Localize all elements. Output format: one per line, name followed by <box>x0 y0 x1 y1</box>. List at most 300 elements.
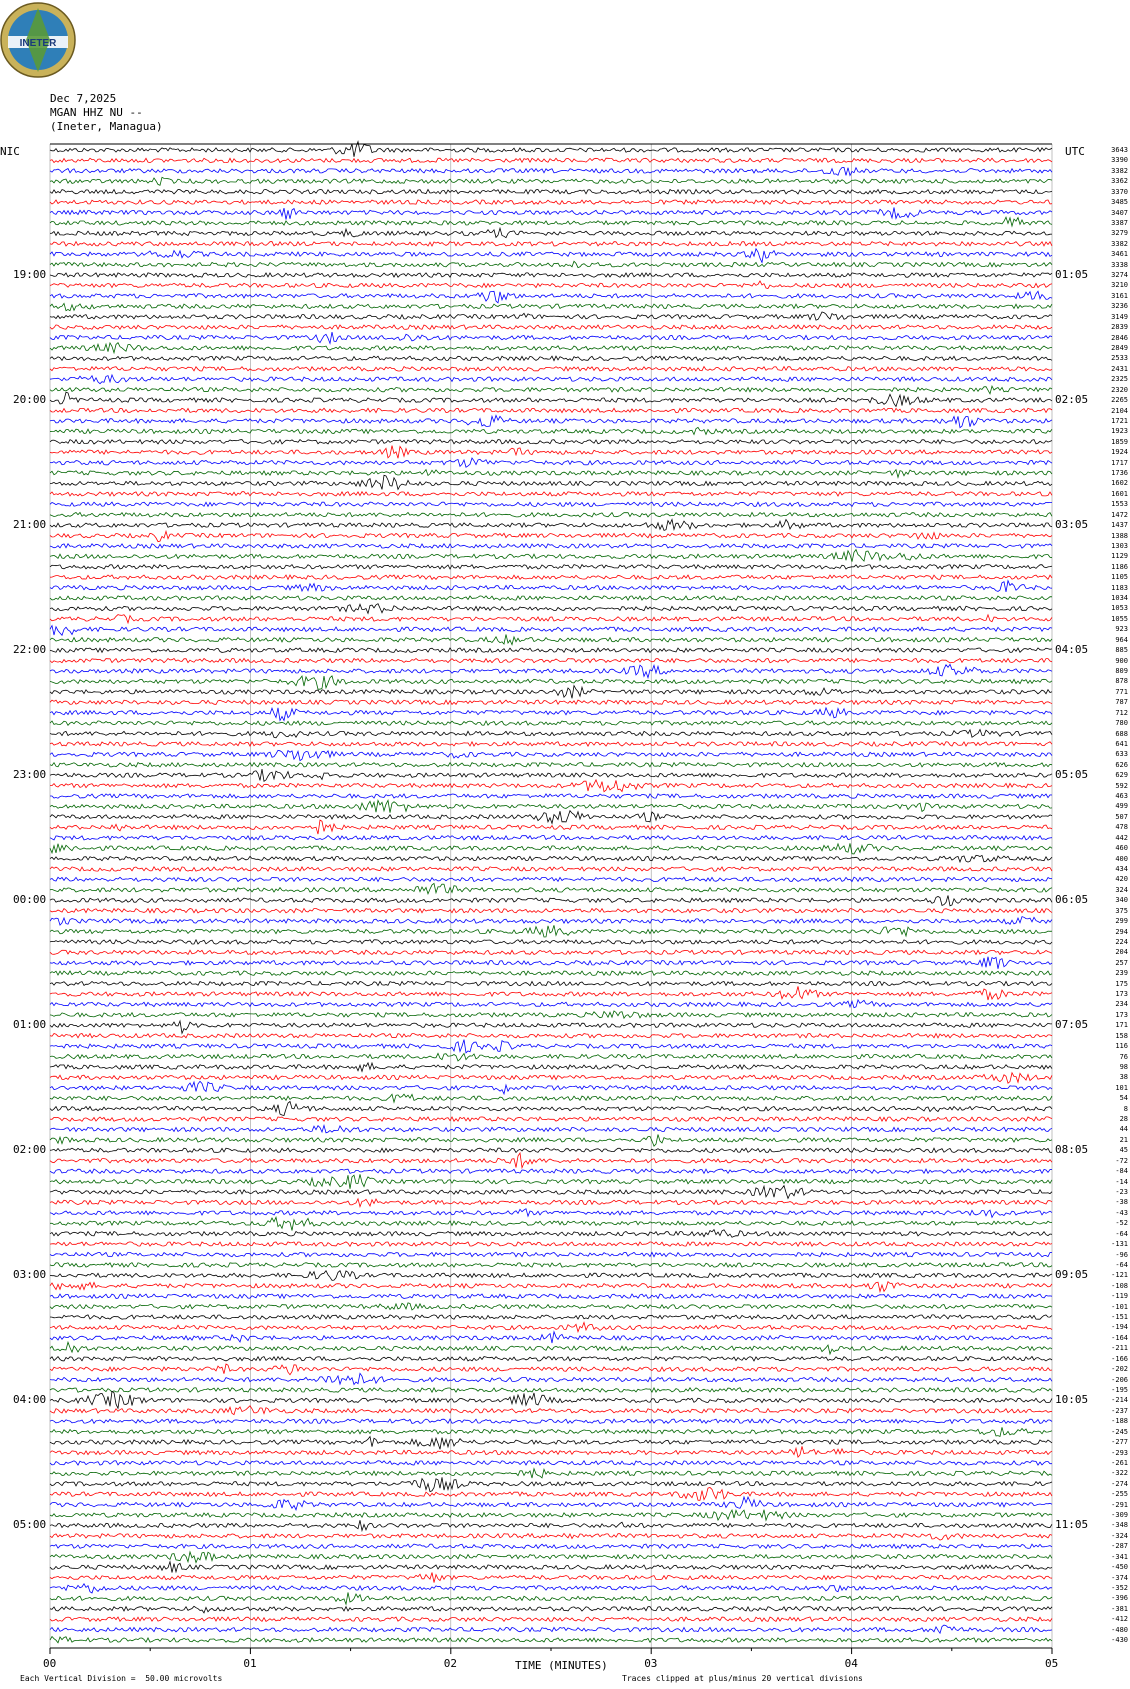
trace-offset-label: 2846 <box>1111 333 1128 342</box>
seismic-trace <box>50 492 1052 496</box>
trace-offset-label: 3382 <box>1111 239 1128 248</box>
trace-offset-label: 885 <box>1115 646 1128 655</box>
seismic-trace <box>50 1303 1052 1310</box>
trace-offset-label: -151 <box>1111 1313 1128 1322</box>
seismic-trace <box>50 1217 1052 1230</box>
trace-offset-label: -309 <box>1111 1511 1128 1520</box>
trace-offset-label: 294 <box>1115 927 1128 936</box>
left-hour-label: 22:00 <box>13 643 47 657</box>
trace-offset-label: 1034 <box>1111 594 1128 603</box>
trace-offset-label: -322 <box>1111 1469 1128 1478</box>
seismic-trace <box>50 1081 1052 1094</box>
trace-offset-label: 1053 <box>1111 604 1128 613</box>
seismic-trace <box>50 1242 1052 1246</box>
trace-offset-label: 3210 <box>1111 281 1128 290</box>
seismic-trace <box>50 1584 1052 1593</box>
seismic-trace <box>50 742 1052 746</box>
trace-offset-label: 809 <box>1115 667 1128 675</box>
seismic-trace <box>50 1510 1052 1521</box>
seismic-trace <box>50 1573 1052 1583</box>
seismic-trace <box>50 475 1052 489</box>
header-network: (Ineter, Managua) <box>50 120 163 133</box>
header-date: Dec 7,2025 <box>50 92 117 105</box>
seismic-trace <box>50 217 1052 226</box>
trace-offset-label: 3390 <box>1111 156 1128 165</box>
trace-offset-label: 2849 <box>1111 343 1128 352</box>
seismic-trace <box>50 1125 1052 1132</box>
seismic-trace <box>50 1437 1052 1450</box>
trace-offset-label: 224 <box>1115 937 1128 946</box>
trace-offset-label: 2265 <box>1111 396 1128 405</box>
trace-offset-label: 1303 <box>1111 541 1128 550</box>
seismic-trace <box>50 1637 1052 1643</box>
trace-offset-label: 98 <box>1119 1062 1128 1071</box>
trace-offset-label: 234 <box>1115 1000 1128 1009</box>
x-tick-label: 01 <box>243 1657 257 1671</box>
left-hour-label: 19:00 <box>13 268 47 282</box>
trace-offset-label: 1129 <box>1111 552 1128 561</box>
seismic-trace <box>50 1617 1052 1621</box>
seismic-trace <box>50 1263 1052 1267</box>
trace-offset-label: -43 <box>1115 1208 1128 1217</box>
trace-offset-label: 3274 <box>1111 271 1128 280</box>
seismic-trace <box>50 200 1052 204</box>
right-hour-label: 05:05 <box>1055 768 1089 782</box>
trace-offset-label: -352 <box>1111 1583 1128 1592</box>
seismic-trace <box>50 1562 1052 1573</box>
trace-offset-label: 1388 <box>1111 531 1128 540</box>
seismic-trace <box>50 575 1052 579</box>
trace-offset-label: 375 <box>1115 906 1128 915</box>
trace-offset-label: -348 <box>1111 1521 1128 1530</box>
seismic-trace <box>50 281 1052 289</box>
seismic-trace <box>50 604 1052 614</box>
trace-offset-label: -188 <box>1111 1417 1128 1426</box>
seismic-trace <box>50 1606 1052 1613</box>
seismic-trace <box>50 1357 1052 1361</box>
trace-offset-label: 3279 <box>1111 229 1128 238</box>
vertical-division-note: Each Vertical Division = 50.00 microvolts <box>20 1674 223 1683</box>
seismic-trace <box>50 367 1052 371</box>
trace-offset-label: -274 <box>1111 1479 1128 1488</box>
seismic-trace <box>50 971 1052 975</box>
trace-offset-label: 1924 <box>1111 448 1128 457</box>
trace-offset-label: 2533 <box>1111 354 1128 363</box>
x-tick-label: 03 <box>644 1657 658 1671</box>
trace-offset-label: -287 <box>1111 1542 1128 1551</box>
trace-offset-label: 2431 <box>1111 364 1128 373</box>
seismic-trace <box>50 1230 1052 1238</box>
trace-offset-label: 28 <box>1119 1115 1128 1124</box>
trace-offset-label: 3338 <box>1111 260 1128 269</box>
x-tick-label: 04 <box>844 1657 858 1671</box>
right-hour-label: 10:05 <box>1055 1393 1089 1407</box>
trace-offset-label: 3149 <box>1111 312 1128 321</box>
trace-offset-label: -166 <box>1111 1354 1128 1363</box>
right-hour-label: 07:05 <box>1055 1018 1089 1032</box>
seismic-trace <box>50 458 1052 467</box>
trace-offset-label: 878 <box>1115 677 1128 686</box>
seismic-trace <box>50 1148 1052 1152</box>
seismic-trace <box>50 896 1052 906</box>
trace-offset-label: 507 <box>1115 812 1128 821</box>
trace-offset-label: -195 <box>1111 1385 1128 1394</box>
trace-offset-label: 239 <box>1115 969 1128 978</box>
left-hour-label: 02:00 <box>13 1143 47 1157</box>
left-hour-label: 21:00 <box>13 518 47 532</box>
trace-offset-label: 1437 <box>1111 521 1128 530</box>
left-hour-label: 03:00 <box>13 1268 47 1282</box>
seismic-trace <box>50 325 1052 329</box>
seismic-trace <box>50 312 1052 320</box>
trace-offset-label: -245 <box>1111 1427 1128 1436</box>
left-hour-label: 04:00 <box>13 1393 47 1407</box>
trace-offset-label: -194 <box>1111 1323 1128 1332</box>
trace-offset-label: -293 <box>1111 1448 1128 1457</box>
trace-offset-label: 1721 <box>1111 416 1128 425</box>
x-tick-label: 02 <box>443 1657 458 1671</box>
trace-offset-label: -52 <box>1115 1219 1128 1228</box>
seismic-trace <box>50 883 1052 893</box>
trace-offset-label: -291 <box>1111 1500 1128 1509</box>
seismic-trace <box>50 1153 1052 1168</box>
trace-offset-label: 1601 <box>1111 489 1128 498</box>
seismic-trace <box>50 273 1052 277</box>
seismic-trace <box>50 408 1052 412</box>
seismic-trace <box>50 520 1052 531</box>
seismic-trace <box>50 820 1052 834</box>
left-hour-label: 01:00 <box>13 1018 47 1032</box>
seismic-trace <box>50 581 1052 592</box>
right-hour-label: 02:05 <box>1055 393 1089 407</box>
trace-offset-label: 1602 <box>1111 479 1128 488</box>
seismic-trace <box>50 1252 1052 1256</box>
trace-offset-label: 3485 <box>1111 198 1128 207</box>
seismic-trace <box>50 925 1052 937</box>
seismic-trace <box>50 1625 1052 1633</box>
trace-offset-label: 460 <box>1115 844 1128 853</box>
trace-offset-label: 3236 <box>1111 302 1128 311</box>
trace-offset-label: 964 <box>1115 635 1128 644</box>
seismic-trace <box>50 1199 1052 1207</box>
trace-offset-label: 712 <box>1115 708 1128 717</box>
trace-offset-label: 420 <box>1115 875 1128 884</box>
seismic-trace <box>50 1053 1052 1061</box>
seismic-trace <box>50 635 1052 645</box>
seismic-trace <box>50 1593 1052 1605</box>
trace-offset-label: 299 <box>1115 917 1128 926</box>
trace-offset-label: 54 <box>1119 1094 1128 1103</box>
seismic-trace <box>50 676 1052 689</box>
trace-offset-label: 44 <box>1119 1125 1128 1134</box>
left-hour-label: 20:00 <box>13 393 47 407</box>
seismic-trace <box>50 356 1052 360</box>
trace-offset-label: -206 <box>1111 1375 1128 1384</box>
trace-offset-label: -164 <box>1111 1333 1128 1342</box>
trace-offset-label: -214 <box>1111 1396 1128 1405</box>
seismic-trace <box>50 1294 1052 1298</box>
seismic-trace <box>50 1322 1052 1331</box>
seismic-trace <box>50 1315 1052 1319</box>
trace-offset-label: 434 <box>1115 864 1128 873</box>
trace-offset-label: 1472 <box>1111 510 1128 519</box>
trace-offset-label: 1923 <box>1111 427 1128 436</box>
seismic-trace <box>50 303 1052 310</box>
seismic-trace <box>50 440 1052 444</box>
trace-offset-label: 324 <box>1115 885 1128 894</box>
trace-offset-label: 499 <box>1115 802 1128 811</box>
right-hour-label: 01:05 <box>1055 268 1089 282</box>
seismic-trace <box>50 940 1052 944</box>
seismic-trace <box>50 836 1052 840</box>
trace-offset-label: 21 <box>1119 1135 1128 1144</box>
trace-offset-label: -412 <box>1111 1615 1128 1624</box>
trace-offset-label: 175 <box>1115 979 1128 988</box>
seismic-trace <box>50 1533 1052 1540</box>
header-station: MGAN HHZ NU -- <box>50 106 143 119</box>
trace-offset-label: 1105 <box>1111 573 1128 582</box>
seismic-trace <box>50 1021 1052 1033</box>
seismic-trace <box>50 470 1052 478</box>
seismic-trace <box>50 332 1052 343</box>
seismic-trace <box>50 867 1052 871</box>
seismic-trace <box>50 1364 1052 1375</box>
right-timezone: UTC <box>1065 145 1085 158</box>
seismic-trace <box>50 1446 1052 1457</box>
trace-offset-label: -277 <box>1111 1438 1128 1447</box>
seismic-trace <box>50 1094 1052 1102</box>
seismic-trace <box>50 190 1052 194</box>
seismic-trace <box>50 1000 1052 1008</box>
seismic-trace <box>50 1342 1052 1354</box>
seismic-trace <box>50 843 1052 854</box>
seismic-trace <box>50 664 1052 677</box>
trace-offset-label: -131 <box>1111 1240 1128 1249</box>
trace-offset-label: 3362 <box>1111 177 1128 186</box>
right-hour-label: 11:05 <box>1055 1518 1089 1532</box>
trace-offset-label: 1183 <box>1111 583 1128 592</box>
seismic-trace <box>50 167 1052 175</box>
seismic-trace <box>50 811 1052 824</box>
seismic-trace <box>50 763 1052 767</box>
trace-offset-label: -211 <box>1111 1344 1128 1353</box>
seismic-trace <box>50 1101 1052 1115</box>
left-hour-label: 00:00 <box>13 893 47 907</box>
seismic-trace <box>50 686 1052 699</box>
trace-offset-label: -121 <box>1111 1271 1128 1280</box>
trace-offset-label: -108 <box>1111 1281 1128 1290</box>
seismic-trace <box>50 249 1052 263</box>
seismic-trace <box>50 1063 1052 1072</box>
seismic-trace <box>50 261 1052 267</box>
seismic-trace <box>50 1391 1052 1408</box>
seismic-trace <box>50 1209 1052 1218</box>
trace-offset-label: 633 <box>1115 750 1128 759</box>
trace-offset-label: 2839 <box>1111 323 1128 332</box>
right-hour-label: 09:05 <box>1055 1268 1089 1282</box>
seismic-trace <box>50 1011 1052 1018</box>
left-timezone: NIC <box>0 145 20 158</box>
seismic-trace <box>50 708 1052 721</box>
seismic-trace <box>50 392 1052 406</box>
seismic-trace <box>50 1497 1052 1510</box>
seismic-trace <box>50 1544 1052 1548</box>
seismic-trace <box>50 513 1052 517</box>
trace-offset-label: -324 <box>1111 1531 1128 1540</box>
left-hour-label: 23:00 <box>13 768 47 782</box>
trace-offset-label: 173 <box>1115 990 1128 999</box>
trace-offset-label: 38 <box>1119 1073 1128 1082</box>
trace-offset-label: -261 <box>1111 1458 1128 1467</box>
seismic-trace <box>50 1406 1052 1415</box>
trace-offset-label: -64 <box>1115 1260 1128 1269</box>
right-hour-label: 04:05 <box>1055 643 1089 657</box>
trace-offset-label: -374 <box>1111 1573 1128 1582</box>
seismic-trace <box>50 917 1052 926</box>
seismic-trace <box>50 780 1052 792</box>
seismic-trace <box>50 550 1052 562</box>
seismic-trace <box>50 544 1052 548</box>
seismic-trace <box>50 1477 1052 1491</box>
seismic-trace <box>50 1040 1052 1053</box>
right-hour-label: 06:05 <box>1055 893 1089 907</box>
trace-offset-label: 76 <box>1119 1052 1128 1061</box>
trace-offset-label: 771 <box>1115 687 1128 696</box>
seismic-trace <box>50 375 1052 384</box>
trace-offset-label: -14 <box>1115 1177 1128 1186</box>
seismic-trace <box>50 957 1052 969</box>
seismic-trace <box>50 615 1052 623</box>
seismic-traces <box>50 142 1052 1643</box>
seismic-trace <box>50 1117 1052 1121</box>
trace-offset-label: 204 <box>1115 948 1128 957</box>
seismic-trace <box>50 1174 1052 1189</box>
trace-offset-label: -72 <box>1115 1156 1128 1165</box>
seismic-trace <box>50 855 1052 862</box>
trace-offset-label: -202 <box>1111 1365 1128 1374</box>
seismic-trace <box>50 386 1052 394</box>
trace-offset-label: -396 <box>1111 1594 1128 1603</box>
seismic-trace <box>50 1135 1052 1147</box>
trace-offset-label: 2320 <box>1111 385 1128 394</box>
trace-offset-label: -119 <box>1111 1292 1128 1301</box>
trace-offset-label: -84 <box>1115 1167 1128 1176</box>
trace-offset-label: 2325 <box>1111 375 1128 384</box>
right-hour-label: 03:05 <box>1055 518 1089 532</box>
seismic-trace <box>50 502 1052 506</box>
trace-offset-label: 463 <box>1115 792 1128 801</box>
seismic-trace <box>50 1271 1052 1281</box>
seismic-trace <box>50 721 1052 725</box>
seismic-trace <box>50 177 1052 185</box>
trace-offset-label: 1717 <box>1111 458 1128 467</box>
seismic-trace <box>50 986 1052 1000</box>
trace-offset-label: 478 <box>1115 823 1128 832</box>
trace-offset-label: 3407 <box>1111 208 1128 217</box>
clip-note: Traces clipped at plus/minus 20 vertical divisions <box>622 1674 863 1683</box>
seismic-trace <box>50 228 1052 238</box>
trace-offset-label: -255 <box>1111 1490 1128 1499</box>
seismic-trace <box>50 208 1052 220</box>
trace-offset-label: -101 <box>1111 1302 1128 1311</box>
trace-offset-label: 1859 <box>1111 437 1128 446</box>
seismic-trace <box>50 596 1052 600</box>
seismic-trace <box>50 1282 1052 1292</box>
trace-offset-label: -450 <box>1111 1563 1128 1572</box>
seismic-trace <box>50 730 1052 738</box>
trace-offset-label: 173 <box>1115 1010 1128 1019</box>
seismic-trace <box>50 1488 1052 1501</box>
seismic-trace <box>50 1169 1052 1173</box>
trace-offset-label: 8 <box>1123 1104 1128 1113</box>
seismic-trace <box>50 1469 1052 1478</box>
trace-offset-label: 400 <box>1115 854 1128 863</box>
seismic-trace <box>50 658 1052 662</box>
seismic-trace <box>50 1419 1052 1423</box>
trace-offset-label: -430 <box>1111 1636 1128 1645</box>
seismic-trace <box>50 446 1052 459</box>
trace-offset-label: 158 <box>1115 1031 1128 1040</box>
seismic-trace <box>50 1461 1052 1465</box>
seismic-trace <box>50 1388 1052 1392</box>
trace-offset-label: 629 <box>1115 771 1128 780</box>
seismic-trace <box>50 427 1052 434</box>
trace-offset-label: 923 <box>1115 625 1128 634</box>
seismic-trace <box>50 794 1052 798</box>
trace-offset-label: 592 <box>1115 781 1128 790</box>
x-tick-label: 05 <box>1045 1657 1059 1671</box>
trace-offset-label: 3370 <box>1111 187 1128 196</box>
seismic-trace <box>50 769 1052 781</box>
trace-offset-label: -23 <box>1115 1188 1128 1196</box>
x-axis-title: TIME (MINUTES) <box>515 1659 608 1672</box>
seismic-trace <box>50 750 1052 760</box>
trace-offset-label: 3382 <box>1111 166 1128 175</box>
seismic-trace <box>50 343 1052 353</box>
seismic-trace <box>50 981 1052 985</box>
trace-offset-label: 1186 <box>1111 562 1128 571</box>
trace-offset-label: 3461 <box>1111 250 1128 259</box>
seismic-trace <box>50 1520 1052 1530</box>
trace-offset-label: 1553 <box>1111 500 1128 509</box>
trace-offset-label: -381 <box>1111 1604 1128 1613</box>
trace-offset-label: 780 <box>1115 719 1128 728</box>
trace-offset-label: -341 <box>1111 1552 1128 1561</box>
trace-offset-label: 45 <box>1119 1146 1128 1155</box>
x-tick-label: 00 <box>43 1657 57 1671</box>
trace-offset-label: 340 <box>1115 896 1128 905</box>
seismic-trace <box>50 1034 1052 1038</box>
trace-offset-label: 171 <box>1115 1021 1128 1030</box>
seismic-trace <box>50 648 1052 652</box>
seismic-trace <box>50 700 1052 704</box>
trace-offset-label: 116 <box>1115 1042 1128 1051</box>
trace-offset-label: 2104 <box>1111 406 1128 415</box>
seismic-trace <box>50 1373 1052 1384</box>
trace-offset-label: 787 <box>1115 698 1128 707</box>
seismic-trace <box>50 242 1052 246</box>
seismic-trace <box>50 531 1052 541</box>
trace-offset-label: -64 <box>1115 1229 1128 1238</box>
trace-offset-label: 3643 <box>1111 146 1128 154</box>
trace-offset-label: 626 <box>1115 760 1128 769</box>
trace-offset-label: 1055 <box>1111 614 1128 623</box>
seismic-trace <box>50 1186 1052 1199</box>
seismic-trace <box>50 950 1052 954</box>
trace-offset-label: 3387 <box>1111 218 1128 227</box>
seismic-trace <box>50 415 1052 427</box>
trace-offset-label: -480 <box>1111 1625 1128 1634</box>
